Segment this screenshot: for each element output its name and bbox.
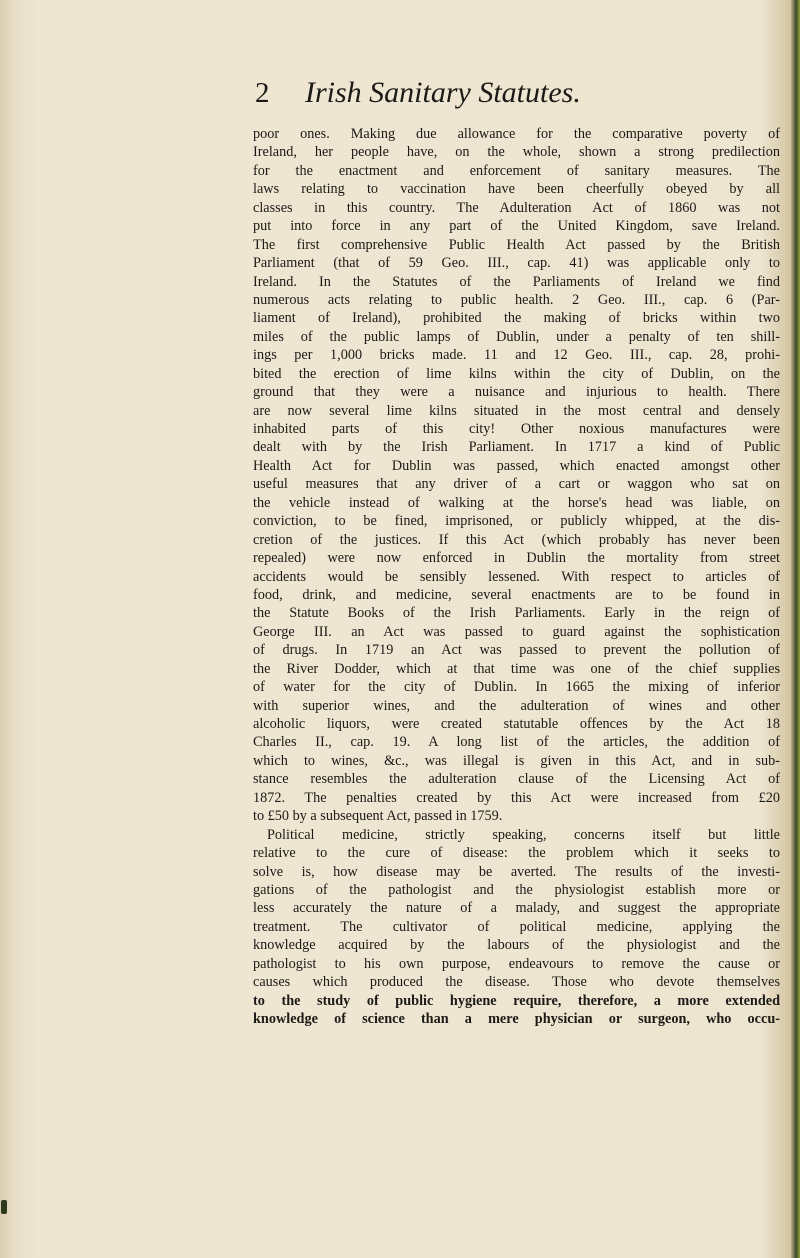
- text-line: for the enactment and enforcement of sanitary measures. The: [253, 162, 780, 179]
- text-line: Ireland. In the Statutes of the Parliaments of Ireland we find: [253, 273, 780, 290]
- text-line: The first comprehensive Public Health Act passed by the British: [253, 236, 780, 253]
- text-line: accidents would be sensibly lessened. With respect to articles of: [253, 568, 780, 585]
- text-line: Ireland, her people have, on the whole, shown a strong predilection: [253, 144, 780, 161]
- text-line: repealed) were now enforced in Dublin the mortality from street: [253, 550, 780, 567]
- text-line: less accurately the nature of a malady, and suggest the appropriate: [253, 900, 780, 917]
- text-line: of water for the city of Dublin. In 1665 the mixing of inferior: [253, 679, 780, 696]
- text-line: 1872. The penalties created by this Act were increased from £20: [253, 789, 780, 806]
- text-line: to £50 by a subsequent Act, passed in 1759.: [253, 808, 503, 825]
- text-line: gations of the pathologist and the physiologist establish more or: [253, 881, 780, 898]
- text-line: stance resembles the adulteration clause of the Licensing Act of: [253, 771, 780, 788]
- text-line: laws relating to vaccination have been cheerfully obeyed by all: [253, 181, 780, 198]
- text-line: cretion of the justices. If this Act (which probably has never been: [253, 531, 780, 548]
- text-line: dealt with by the Irish Parliament. In 1717 a kind of Public: [253, 439, 780, 456]
- text-line: the Statute Books of the Irish Parliaments. Early in the reign of: [253, 605, 780, 622]
- page-number: 2: [255, 77, 270, 109]
- text-line: George III. an Act was passed to guard against the sophistication: [253, 623, 780, 640]
- text-line: solve is, how disease may be averted. The results of the investi-: [253, 863, 780, 880]
- text-line: pathologist to his own purpose, endeavours to remove the cause or: [253, 955, 780, 972]
- text-line: ings per 1,000 bricks made. 11 and 12 Geo. III., cap. 28, prohi-: [253, 347, 780, 364]
- text-line: bited the erection of lime kilns within the city of Dublin, on the: [253, 365, 780, 382]
- text-line: which to wines, &c., was illegal is given in this Act, and in sub-: [253, 752, 780, 769]
- text-line: Parliament (that of 59 Geo. III., cap. 41) was applicable only to: [253, 255, 780, 272]
- text-line: causes which produced the disease. Those who devote themselves: [253, 974, 780, 991]
- text-line: liament of Ireland), prohibited the making of bricks within two: [253, 310, 780, 327]
- text-line: are now several lime kilns situated in the most central and densely: [253, 402, 780, 419]
- text-line: knowledge of science than a mere physician or surgeon, who occu-: [253, 1011, 780, 1027]
- book-edge: [791, 0, 800, 1258]
- text-line: numerous acts relating to public health. 2 Geo. III., cap. 6 (Par-: [253, 291, 780, 308]
- text-line: alcoholic liquors, were created statutable offences by the Act 18: [253, 716, 780, 732]
- text-line: Political medicine, strictly speaking, concerns itself but little: [267, 826, 780, 843]
- text-line: poor ones. Making due allowance for the comparative poverty of: [253, 126, 780, 142]
- text-line: useful measures that any driver of a cart or waggon who sat on: [253, 476, 780, 493]
- text-line: conviction, to be fined, imprisoned, or publicly whipped, at the dis-: [253, 513, 780, 530]
- text-line: miles of the public lamps of Dublin, under a penalty of ten shill-: [253, 328, 780, 345]
- text-line: food, drink, and medicine, several enactments are to be found in: [253, 586, 780, 603]
- text-line: with superior wines, and the adulteration of wines and other: [253, 697, 780, 714]
- text-line: classes in this country. The Adulteration Act of 1860 was not: [253, 199, 780, 216]
- binding-mark: [1, 1200, 7, 1214]
- text-line: the River Dodder, which at that time was one of the chief supplies: [253, 660, 780, 677]
- page-header: [0, 76, 800, 116]
- text-line: knowledge acquired by the labours of the physiologist and the: [253, 937, 780, 954]
- text-line: put into force in any part of the United Kingdom, save Ireland.: [253, 218, 780, 235]
- text-line: the vehicle instead of walking at the horse's head was liable, on: [253, 494, 780, 511]
- body-text: [253, 125, 780, 1028]
- text-line: inhabited parts of this city! Other noxious manufactures were: [253, 421, 780, 437]
- text-line: Health Act for Dublin was passed, which enacted amongst other: [253, 457, 780, 474]
- text-line: treatment. The cultivator of political medicine, applying the: [253, 918, 780, 935]
- text-line: to the study of public hygiene require, therefore, a more extended: [253, 992, 780, 1009]
- text-line: ground that they were a nuisance and injurious to health. There: [253, 384, 780, 401]
- text-line: Charles II., cap. 19. A long list of the articles, the addition of: [253, 734, 780, 751]
- text-line: relative to the cure of disease: the problem which it seeks to: [253, 845, 780, 862]
- running-title: Irish Sanitary Statutes.: [305, 76, 581, 109]
- text-line: of drugs. In 1719 an Act was passed to prevent the pollution of: [253, 642, 780, 659]
